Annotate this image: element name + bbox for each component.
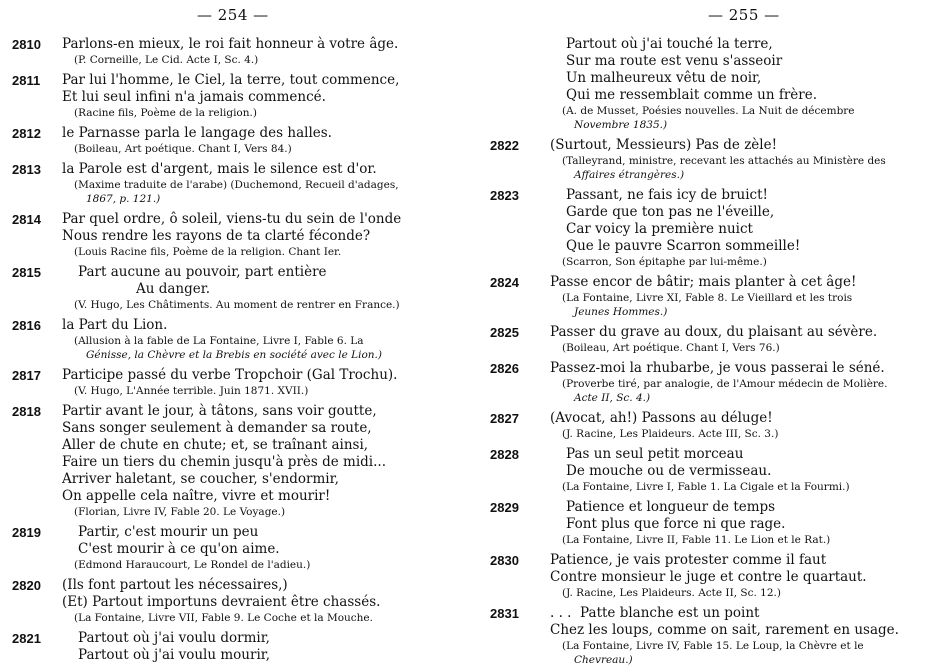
source-citation: (Allusion à la fable de La Fontaine, Livre I, Fable 6. La bbox=[74, 335, 364, 347]
quote-entry bbox=[12, 125, 467, 156]
entry-number: 2823 bbox=[490, 188, 519, 203]
page-number-left: — 254 — bbox=[197, 6, 269, 24]
entry-body bbox=[62, 317, 467, 362]
entry-number: 2831 bbox=[490, 606, 519, 621]
entry-number: 2810 bbox=[12, 37, 41, 52]
entry-body bbox=[550, 499, 940, 547]
entry-body bbox=[550, 137, 940, 182]
entry-number: 2817 bbox=[12, 368, 41, 383]
left-column bbox=[12, 36, 467, 669]
entry-body bbox=[62, 577, 467, 625]
quote-entry bbox=[12, 36, 467, 67]
source-citation: (Edmond Haraucourt, Le Rondel de l'adieu.) bbox=[74, 559, 311, 571]
quote-line: (Surtout, Messieurs) Pas de zèle! bbox=[550, 137, 778, 153]
quote-line: C'est mourir à ce qu'on aime. bbox=[78, 541, 280, 557]
entry-body bbox=[62, 125, 467, 156]
entry-body bbox=[62, 72, 467, 120]
entry-number: 2826 bbox=[490, 361, 519, 376]
quote-line: Pas un seul petit morceau bbox=[566, 446, 744, 462]
quote-line: Faire un tiers du chemin jusqu'à près de midi... bbox=[62, 454, 386, 470]
entry-body bbox=[62, 630, 467, 664]
source-citation: (Louis Racine fils, Poème de la religion. Chant Ier. bbox=[74, 246, 342, 258]
entry-number: 2813 bbox=[12, 162, 41, 177]
quote-entry bbox=[490, 410, 940, 441]
quote-line: On appelle cela naître, vivre et mourir! bbox=[62, 488, 331, 504]
source-citation: (J. Racine, Les Plaideurs. Acte III, Sc. 3.) bbox=[562, 428, 779, 440]
entry-body bbox=[62, 36, 467, 67]
source-citation: (Scarron, Son épitaphe par lui-même.) bbox=[562, 256, 767, 268]
entry-body bbox=[550, 324, 940, 355]
source-citation-continued: Affaires étrangères.) bbox=[574, 169, 685, 181]
entry-body bbox=[550, 36, 940, 132]
quote-line: Passant, ne fais icy de bruict! bbox=[566, 187, 768, 203]
quote-line: Par lui l'homme, le Ciel, la terre, tout commence, bbox=[62, 72, 400, 88]
entry-number: 2828 bbox=[490, 447, 519, 462]
quote-entry bbox=[12, 524, 467, 572]
entry-number: 2824 bbox=[490, 275, 519, 290]
quote-line: Qui me ressemblait comme un frère. bbox=[566, 87, 818, 103]
quote-entry bbox=[12, 72, 467, 120]
entry-body bbox=[550, 360, 940, 405]
source-citation: (Boileau, Art poétique. Chant I, Vers 84.) bbox=[74, 143, 292, 155]
source-citation: (Florian, Livre IV, Fable 20. Le Voyage.) bbox=[74, 506, 286, 518]
entry-number: 2829 bbox=[490, 500, 519, 515]
source-citation-continued: Chevreau.) bbox=[574, 654, 633, 666]
source-citation-continued: 1867, p. 121.) bbox=[86, 193, 161, 205]
quote-entry bbox=[12, 211, 467, 259]
quote-entry bbox=[12, 630, 467, 664]
quote-entry bbox=[490, 36, 940, 132]
quote-line: Partout où j'ai voulu mourir, bbox=[78, 647, 271, 663]
source-citation: (La Fontaine, Livre VII, Fable 9. Le Coche et la Mouche. bbox=[74, 612, 373, 624]
right-column bbox=[490, 36, 940, 672]
entry-body bbox=[62, 161, 467, 206]
quote-entry bbox=[12, 577, 467, 625]
quote-line: Sur ma route est venu s'asseoir bbox=[566, 53, 783, 69]
quote-line: la Part du Lion. bbox=[62, 317, 168, 333]
quote-line: De mouche ou de vermisseau. bbox=[566, 463, 772, 479]
quote-line: Nous rendre les rayons de ta clarté féconde? bbox=[62, 228, 371, 244]
quote-entry bbox=[12, 264, 467, 312]
quote-line: Un malheureux vêtu de noir, bbox=[566, 70, 762, 86]
entry-number bbox=[490, 36, 550, 132]
source-citation: (La Fontaine, Livre II, Fable 11. Le Lion et le Rat.) bbox=[562, 534, 831, 546]
quote-line: Patience, je vais protester comme il faut bbox=[550, 552, 827, 568]
quote-line: Patience et longueur de temps bbox=[566, 499, 776, 515]
source-citation-continued: Jeunes Hommes.) bbox=[574, 306, 668, 318]
quote-entry bbox=[490, 187, 940, 269]
quote-entry bbox=[490, 605, 940, 667]
quote-line: (Avocat, ah!) Passons au déluge! bbox=[550, 410, 773, 426]
source-citation: (P. Corneille, Le Cid. Acte I, Sc. 4.) bbox=[74, 54, 259, 66]
entry-body bbox=[550, 410, 940, 441]
quote-line: Partout où j'ai voulu dormir, bbox=[78, 630, 270, 646]
quote-line: le Parnasse parla le langage des halles. bbox=[62, 125, 332, 141]
quote-line: Que le pauvre Scarron sommeille! bbox=[566, 238, 801, 254]
source-citation: (J. Racine, Les Plaideurs. Acte II, Sc. 12.) bbox=[562, 587, 781, 599]
entry-number: 2815 bbox=[12, 265, 41, 280]
source-citation: (V. Hugo, L'Année terrible. Juin 1871. XVII.) bbox=[74, 385, 309, 397]
entry-number: 2816 bbox=[12, 318, 41, 333]
entry-number: 2822 bbox=[490, 138, 519, 153]
quote-entry bbox=[490, 324, 940, 355]
quote-line: Passe encor de bâtir; mais planter à cet âge! bbox=[550, 274, 857, 290]
quote-line: Par quel ordre, ô soleil, viens-tu du sein de l'onde bbox=[62, 211, 402, 227]
quote-line: Aller de chute en chute; et, se traînant ainsi, bbox=[62, 437, 369, 453]
quote-line: . . . Patte blanche est un point bbox=[550, 605, 760, 621]
quote-entry bbox=[490, 274, 940, 319]
quote-line: Arriver haletant, se coucher, s'endormir, bbox=[62, 471, 339, 487]
quote-entry bbox=[490, 360, 940, 405]
source-citation: (Proverbe tiré, par analogie, de l'Amour médecin de Molière. bbox=[562, 378, 888, 390]
source-citation: (Racine fils, Poème de la religion.) bbox=[74, 107, 257, 119]
quote-line: Partout où j'ai touché la terre, bbox=[566, 36, 773, 52]
quote-line: (Et) Partout importuns devraient être chassés. bbox=[62, 594, 381, 610]
quote-line: Garde que ton pas ne l'éveille, bbox=[566, 204, 775, 220]
quote-entry bbox=[490, 446, 940, 494]
source-citation-continued: Novembre 1835.) bbox=[574, 119, 668, 131]
quote-line: Et lui seul infini n'a jamais commencé. bbox=[62, 89, 326, 105]
quote-entry bbox=[12, 161, 467, 206]
source-citation: (La Fontaine, Livre IV, Fable 15. Le Loup, la Chèvre et le bbox=[562, 640, 864, 652]
entry-number: 2819 bbox=[12, 525, 41, 540]
source-citation-continued: Génisse, la Chèvre et la Brebis en société avec le Lion.) bbox=[86, 349, 382, 361]
entry-body bbox=[62, 211, 467, 259]
quote-entry bbox=[12, 367, 467, 398]
quote-line: (Ils font partout les nécessaires,) bbox=[62, 577, 288, 593]
entry-number: 2830 bbox=[490, 553, 519, 568]
quote-entry bbox=[490, 552, 940, 600]
entry-body bbox=[550, 446, 940, 494]
entry-number: 2827 bbox=[490, 411, 519, 426]
entry-number: 2812 bbox=[12, 126, 41, 141]
entry-body bbox=[550, 274, 940, 319]
source-citation: (Talleyrand, ministre, recevant les attachés au Ministère des bbox=[562, 155, 886, 167]
entry-number: 2825 bbox=[490, 325, 519, 340]
entry-body bbox=[62, 264, 467, 312]
source-citation: (V. Hugo, Les Châtiments. Au moment de rentrer en France.) bbox=[74, 299, 400, 311]
quote-line: Car voicy la première nuict bbox=[566, 221, 753, 237]
entry-number: 2821 bbox=[12, 631, 41, 646]
quote-line: Part aucune au pouvoir, part entière bbox=[78, 264, 327, 280]
entry-number: 2820 bbox=[12, 578, 41, 593]
quote-line: Chez les loups, comme on sait, rarement en usage. bbox=[550, 622, 899, 638]
source-citation: (La Fontaine, Livre XI, Fable 8. Le Vieillard et les trois bbox=[562, 292, 853, 304]
quote-line: Passez-moi la rhubarbe, je vous passerai le séné. bbox=[550, 360, 885, 376]
quote-line: Font plus que force ni que rage. bbox=[566, 516, 786, 532]
entry-body bbox=[550, 605, 940, 667]
page-number-right: — 255 — bbox=[708, 6, 780, 24]
source-citation: (Maxime traduite de l'arabe) (Duchemond, Recueil d'adages, bbox=[74, 179, 399, 191]
quote-line: Sans songer seulement à demander sa route, bbox=[62, 420, 372, 436]
quote-entry bbox=[490, 499, 940, 547]
source-citation: (A. de Musset, Poésies nouvelles. La Nuit de décembre bbox=[562, 105, 855, 117]
entry-body bbox=[550, 552, 940, 600]
entry-body bbox=[62, 403, 467, 519]
quote-line: Partir avant le jour, à tâtons, sans voir goutte, bbox=[62, 403, 377, 419]
quote-line: Au danger. bbox=[136, 281, 211, 297]
entry-number: 2818 bbox=[12, 404, 41, 419]
quote-entry bbox=[12, 317, 467, 362]
quote-line: Passer du grave au doux, du plaisant au sévère. bbox=[550, 324, 878, 340]
source-citation: (La Fontaine, Livre I, Fable 1. La Cigale et la Fourmi.) bbox=[562, 481, 850, 493]
entry-body bbox=[62, 524, 467, 572]
quote-line: Contre monsieur le juge et contre le quartaut. bbox=[550, 569, 867, 585]
quote-line: Parlons-en mieux, le roi fait honneur à votre âge. bbox=[62, 36, 399, 52]
quote-line: la Parole est d'argent, mais le silence est d'or. bbox=[62, 161, 377, 177]
source-citation-continued: Acte II, Sc. 4.) bbox=[574, 392, 651, 404]
entry-number: 2814 bbox=[12, 212, 41, 227]
entry-body bbox=[550, 187, 940, 269]
quote-entry bbox=[12, 403, 467, 519]
entry-number: 2811 bbox=[12, 73, 41, 88]
quote-line: Partir, c'est mourir un peu bbox=[78, 524, 259, 540]
entry-body bbox=[62, 367, 467, 398]
quote-entry bbox=[490, 137, 940, 182]
quote-line: Participe passé du verbe Tropchoir (Gal Trochu). bbox=[62, 367, 398, 383]
source-citation: (Boileau, Art poétique. Chant I, Vers 76.) bbox=[562, 342, 780, 354]
